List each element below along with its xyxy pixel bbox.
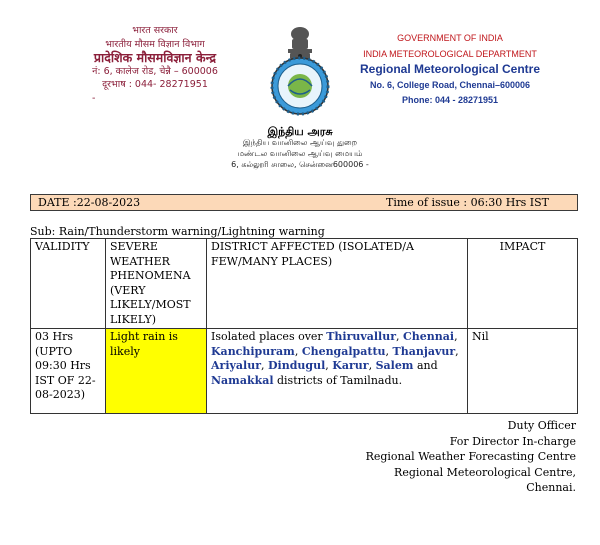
ashoka-emblem-icon bbox=[268, 24, 332, 116]
header-district: DISTRICT AFFECTED (ISOLATED/A FEW/MANY PLACES) bbox=[207, 239, 468, 329]
date-bar bbox=[30, 194, 578, 211]
hindi-line-phone: दूरभाष : 044- 28271951 bbox=[102, 79, 208, 90]
eng-line-phone: Phone: 044 - 28271951 bbox=[401, 95, 499, 105]
signature-line: Regional Weather Forecasting Centre bbox=[365, 450, 576, 463]
subject-line: Sub: Rain/Thunderstorm warning/Lightning warning bbox=[30, 225, 325, 238]
district-and: and bbox=[413, 359, 438, 372]
tamil-line-centre: மண்டல வானிலை ஆய்வு மையம் bbox=[237, 149, 363, 158]
eng-line-address: No. 6, College Road, Chennai–600006 bbox=[369, 79, 531, 90]
district-name: Ariyalur bbox=[211, 359, 261, 372]
signature-line: Chennai. bbox=[526, 481, 576, 494]
letterhead-tamil bbox=[170, 126, 430, 170]
header-phenomena: SEVERE WEATHER PHENOMENA (VERY LIKELY/MOST LIKELY) bbox=[106, 239, 207, 329]
district-name: Salem bbox=[375, 359, 414, 372]
hindi-line-centre: प्रादेशिक मौसमविज्ञान केन्द्र bbox=[93, 50, 217, 65]
district-name: Karur bbox=[332, 359, 369, 372]
emblem-logo bbox=[268, 24, 332, 120]
signature-line: Regional Meteorological Centre, bbox=[394, 465, 576, 479]
district-name: Kanchipuram bbox=[211, 344, 295, 358]
district-name: Chennai bbox=[403, 330, 455, 343]
district-name: Dindugul bbox=[268, 359, 326, 372]
district-suffix: districts of Tamilnadu. bbox=[273, 373, 403, 387]
hindi-line-govt: भारत सरकार bbox=[132, 25, 178, 36]
district-prefix: Isolated places over bbox=[211, 330, 327, 343]
tamil-line-govt: இந்திய அரசு bbox=[267, 125, 333, 138]
signature-line: Duty Officer bbox=[507, 419, 576, 432]
tamil-line-address: 6, கல்லூரி சாலை, சென்னை600006 - bbox=[231, 160, 369, 169]
signature-block bbox=[366, 418, 576, 496]
district-name: Thiruvallur bbox=[326, 330, 397, 343]
letterhead-english bbox=[335, 31, 565, 109]
header-impact: IMPACT bbox=[468, 239, 578, 329]
header-validity: VALIDITY bbox=[31, 239, 106, 329]
signature-line: For Director In-charge bbox=[449, 434, 576, 448]
table-header-row bbox=[31, 239, 578, 329]
district-name: Thanjavur bbox=[392, 344, 456, 358]
district-name: Namakkal bbox=[211, 373, 274, 387]
eng-line-dept: INDIA METEOROLOGICAL DEPARTMENT bbox=[363, 48, 537, 59]
time-of-issue: Time of issue : 06:30 Hrs IST bbox=[386, 196, 549, 209]
hindi-trailing-dash: - bbox=[92, 92, 96, 104]
cell-impact: Nil bbox=[468, 329, 578, 414]
table-row bbox=[31, 329, 578, 414]
cell-district: Isolated places over Thiruvallur, Chennai, Kanchipuram, Chengalpattu, Thanjavur, Ariyalur, Dindugul, Karur, Salem and Namakkal districts of Tamilnadu. bbox=[207, 329, 468, 414]
tamil-line-dept: இந்திய வானிலை ஆய்வு துறை bbox=[242, 138, 358, 147]
hindi-line-dept: भारतीय मौसम विज्ञान विभाग bbox=[105, 38, 205, 50]
letterhead-hindi bbox=[60, 24, 250, 105]
eng-line-govt: GOVERNMENT OF INDIA bbox=[397, 33, 503, 43]
issue-date: DATE :22-08-2023 bbox=[38, 196, 141, 209]
eng-line-centre: Regional Meteorological Centre bbox=[359, 62, 541, 76]
cell-phenomena: Light rain is likely bbox=[106, 329, 207, 414]
hindi-line-address: नं: 6, कालेज रोड, चेन्नै – 600006 bbox=[92, 65, 218, 77]
warning-table bbox=[30, 238, 578, 414]
cell-validity: 03 Hrs (UPTO 09:30 Hrs IST OF 22-08-2023) bbox=[31, 329, 106, 414]
district-name: Chengalpattu bbox=[301, 344, 386, 358]
